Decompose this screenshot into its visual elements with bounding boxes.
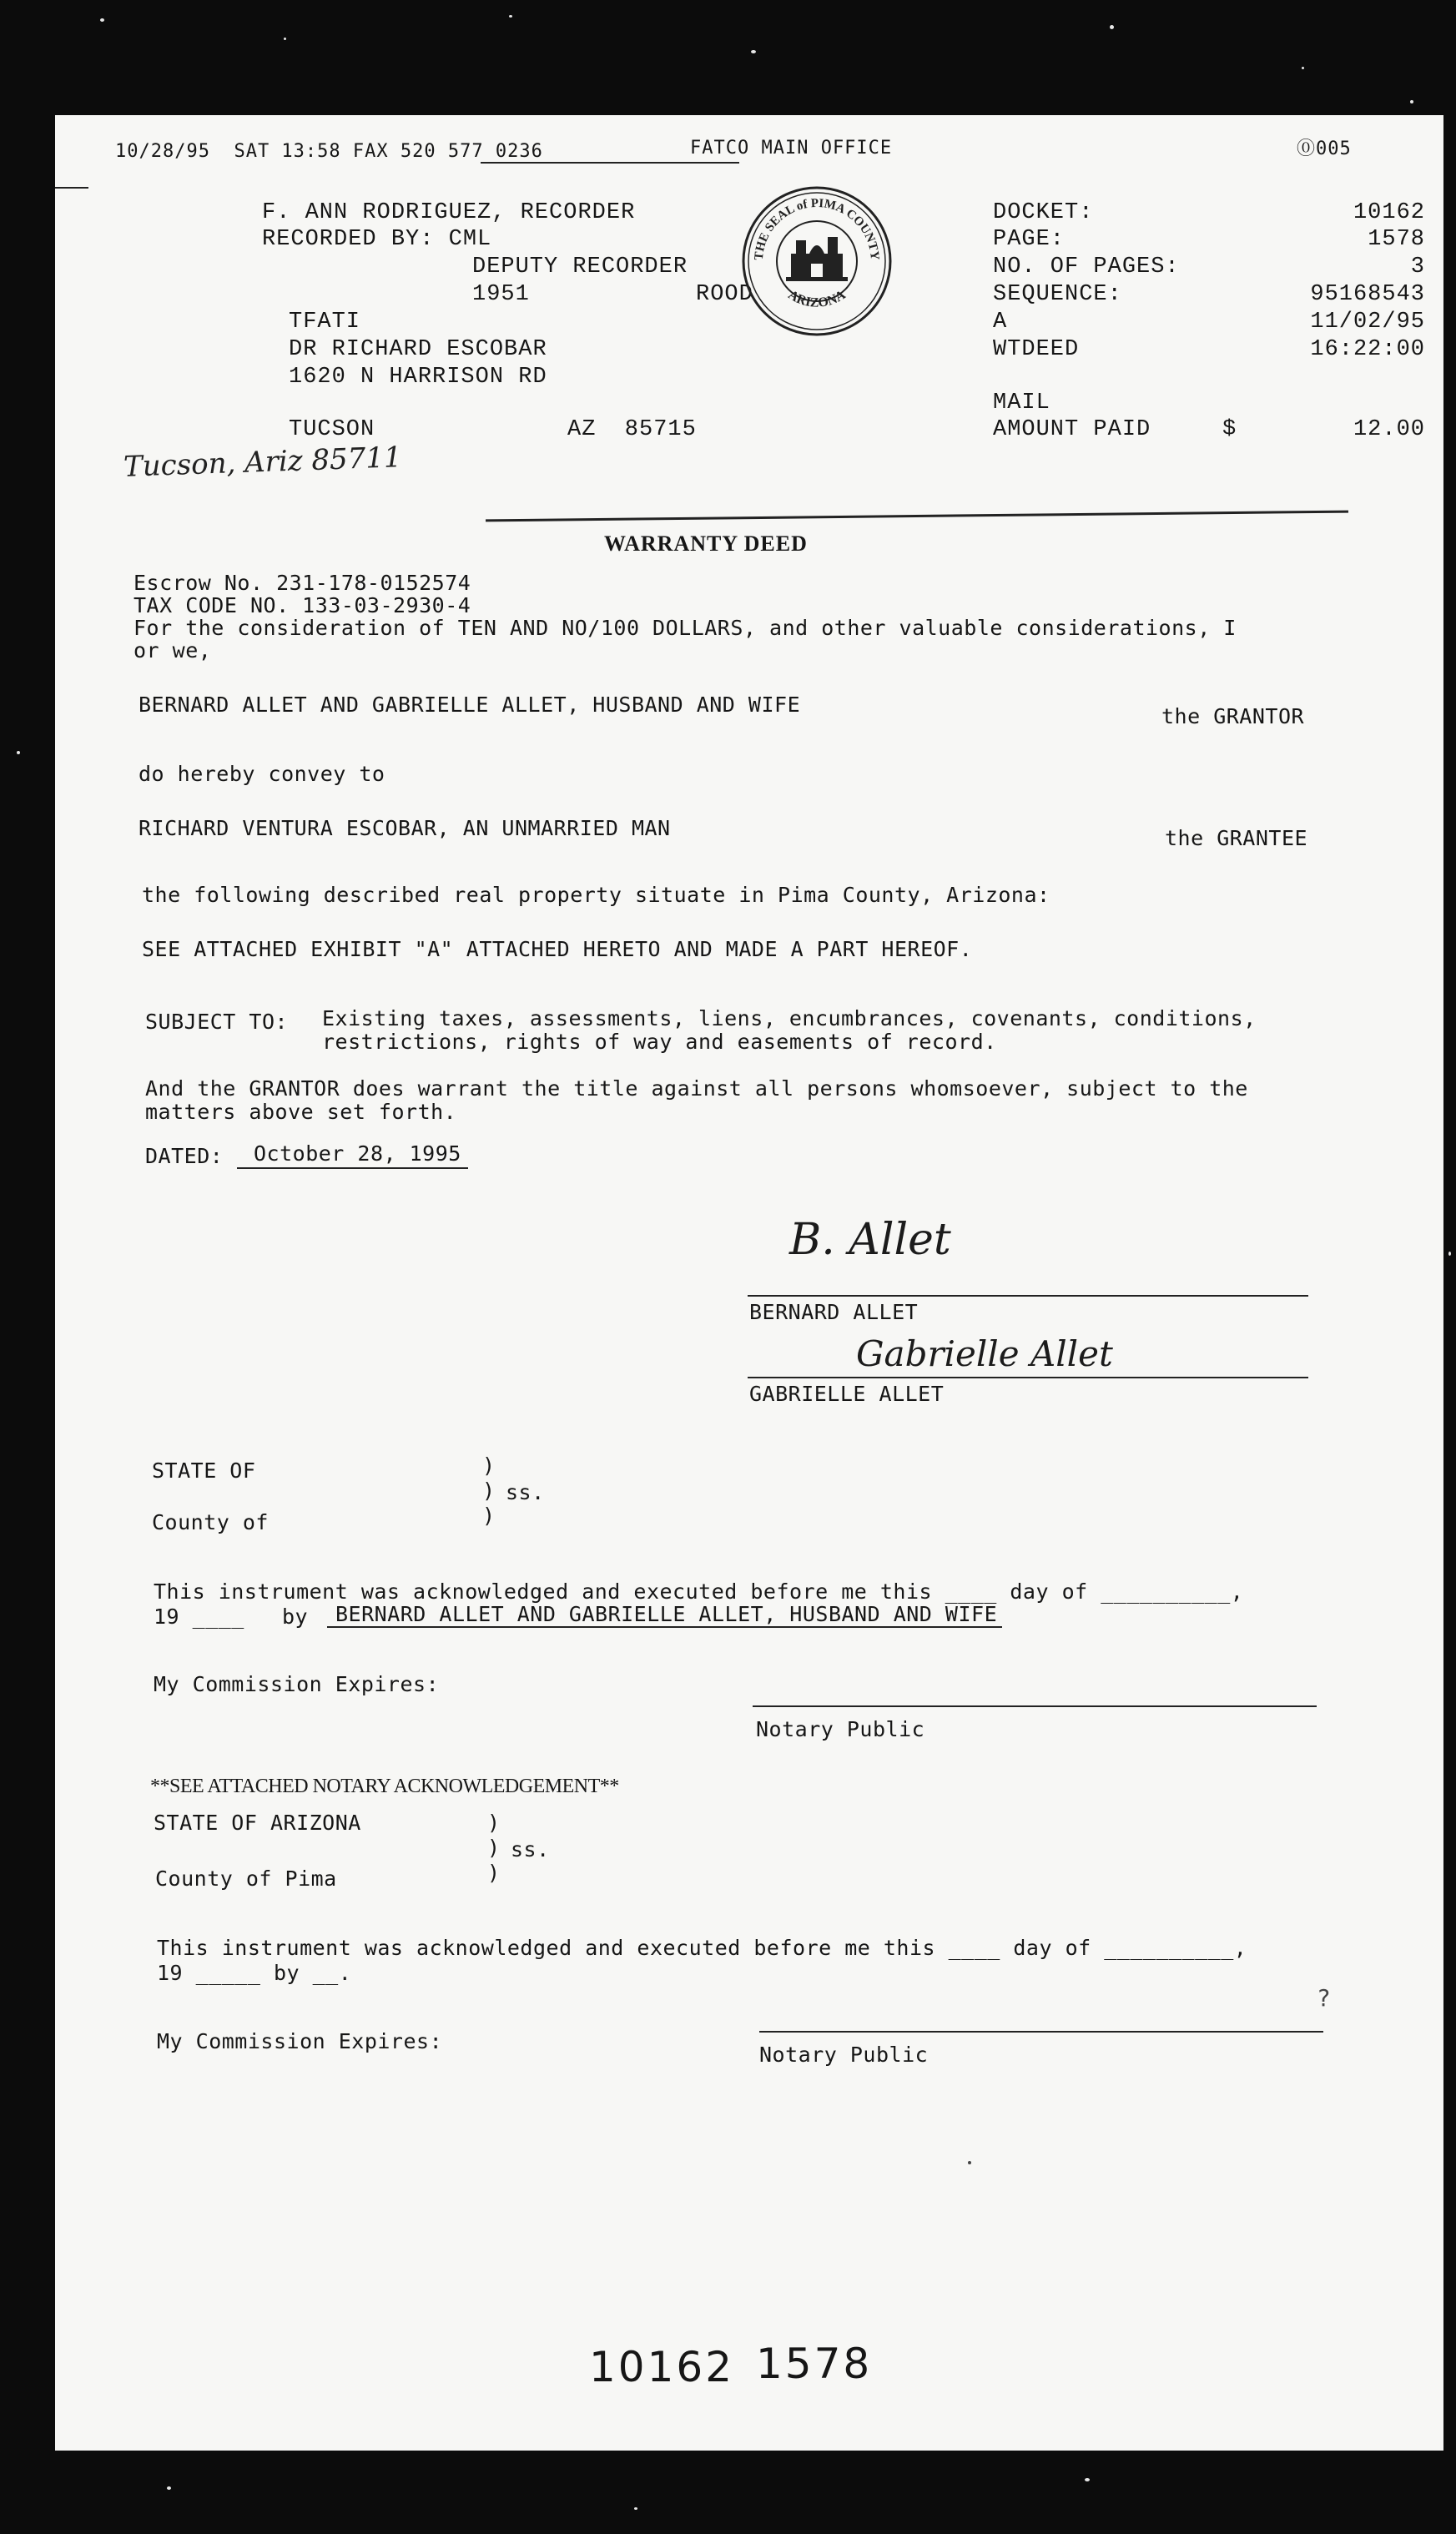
handwritten-address: Tucson, Ariz 85711 <box>123 441 403 484</box>
mail-label: MAIL <box>993 390 1050 416</box>
signature-line-2 <box>748 1377 1308 1378</box>
fax-datetime: 10/28/95 SAT 13:58 FAX 520 577 0236 <box>115 141 543 162</box>
addressee-line-3: 1620 N HARRISON RD <box>289 365 547 390</box>
subject-to-line-2: restrictions, rights of way and easements of record. <box>322 1030 997 1054</box>
addressee-line-2: DR RICHARD ESCOBAR <box>289 337 547 362</box>
notary1-ack-by: by <box>282 1605 309 1629</box>
seal-top-text: THE SEAL of PIMA COUNTY <box>752 196 882 261</box>
notary1-paren-3: ) <box>482 1504 496 1528</box>
doctype-label: WTDEED <box>993 337 1080 362</box>
deputy-name: ROOD <box>696 282 753 307</box>
notary1-ack-year: 19 ____ <box>154 1605 244 1629</box>
notary1-ack-names: BERNARD ALLET AND GABRIELLE ALLET, HUSBAND AND WIFE <box>327 1602 1002 1628</box>
notary1-state: STATE OF <box>152 1458 256 1483</box>
notary1-signature-line <box>753 1705 1317 1707</box>
or-we-text: or we, <box>134 638 212 662</box>
notary2-public-label: Notary Public <box>759 2043 929 2067</box>
dated-label: DATED: <box>145 1144 224 1168</box>
notary2-state: STATE OF ARIZONA <box>154 1811 361 1835</box>
signature-name-bernard: BERNARD ALLET <box>749 1300 919 1324</box>
convey-text: do hereby convey to <box>139 762 385 786</box>
notary2-ack-line: This instrument was acknowledged and executed before me this ____ day of __________, <box>157 1936 1247 1960</box>
time-value: 16:22:00 <box>1310 337 1425 362</box>
sequence-label: SEQUENCE: <box>993 282 1122 307</box>
svg-text:ARIZONA <box>786 288 849 310</box>
recorded-by: RECORDED BY: CML <box>262 227 492 252</box>
page-value: 1578 <box>1368 227 1425 252</box>
deputy-recorder: DEPUTY RECORDER <box>472 254 688 280</box>
docket-value: 10162 <box>1353 200 1425 225</box>
sequence-value: 95168543 <box>1310 282 1425 307</box>
notary2-signature-line <box>759 2031 1323 2033</box>
document-page <box>55 115 1443 2451</box>
margin-mark: ? <box>1317 1984 1332 2012</box>
docket-label: DOCKET: <box>993 200 1094 225</box>
grantee-label: the GRANTEE <box>1165 826 1308 850</box>
fax-header-rule <box>481 162 739 164</box>
notary2-commission: My Commission Expires: <box>157 2029 443 2053</box>
notary1-paren-1: ) <box>482 1453 496 1478</box>
fax-page-code: ⓪005 <box>1297 139 1352 159</box>
signature-name-gabrielle: GABRIELLE ALLET <box>749 1382 945 1406</box>
notary2-ack-line-2: 19 _____ by __. <box>157 1961 352 1985</box>
addressee-city: TUCSON <box>289 417 375 442</box>
footer-docket: 10162 <box>589 2343 735 2391</box>
recorder-name: F. ANN RODRIGUEZ, RECORDER <box>262 200 636 225</box>
seal-bottom-text: ARIZONA <box>785 287 849 310</box>
grantor-label: the GRANTOR <box>1161 704 1305 728</box>
amount-paid-value: 12.00 <box>1353 417 1425 442</box>
header-divider <box>486 511 1348 522</box>
notary2-paren-2: ) <box>487 1836 501 1860</box>
dated-value: October 28, 1995 <box>237 1141 468 1169</box>
escrow-number: Escrow No. 231-178-0152574 <box>134 571 471 595</box>
notary2-paren-3: ) <box>487 1861 501 1885</box>
notary1-public-label: Notary Public <box>756 1717 925 1741</box>
addressee-line-1: TFATI <box>289 310 361 335</box>
notary1-paren-2: ) <box>482 1479 496 1503</box>
exhibit-text: SEE ATTACHED EXHIBIT "A" ATTACHED HERETO AND MADE A PART HEREOF. <box>142 937 973 961</box>
warrant-line-2: matters above set forth. <box>145 1100 457 1124</box>
notary1-ack-line: This instrument was acknowledged and executed before me this ____ day of __________, <box>154 1579 1244 1604</box>
margin-tick <box>55 187 88 189</box>
amount-currency: $ <box>1222 417 1237 442</box>
footer-page: 1578 <box>756 2340 873 2388</box>
signature-line-1 <box>748 1295 1308 1297</box>
subject-to-label: SUBJECT TO: <box>145 1010 289 1034</box>
see-attached-notice: **SEE ATTACHED NOTARY ACKNOWLEDGEMENT** <box>150 1776 619 1797</box>
notary1-commission: My Commission Expires: <box>154 1672 440 1696</box>
deputy-number: 1951 <box>472 282 530 307</box>
grantee-names: RICHARD VENTURA ESCOBAR, AN UNMARRIED MAN <box>139 816 671 840</box>
pages-value: 3 <box>1410 254 1425 280</box>
pages-label: NO. OF PAGES: <box>993 254 1180 280</box>
page-label: PAGE: <box>993 227 1066 252</box>
pima-county-seal <box>738 182 896 340</box>
deed-title: WARRANTY DEED <box>604 531 808 556</box>
signature-gabrielle: Gabrielle Allet <box>856 1333 1113 1374</box>
notary2-ss: ss. <box>511 1837 550 1861</box>
tax-code: TAX CODE NO. 133-03-2930-4 <box>134 593 471 617</box>
property-text: the following described real property situate in Pima County, Arizona: <box>142 883 1050 907</box>
addressee-state-zip: AZ 85715 <box>567 417 697 442</box>
fax-office: FATCO MAIN OFFICE <box>690 138 893 159</box>
date-label: A <box>993 310 1008 335</box>
notary1-county: County of <box>152 1510 269 1534</box>
mission-building-icon <box>786 237 848 281</box>
consideration-text: For the consideration of TEN AND NO/100 DOLLARS, and other valuable considerations, I <box>134 616 1237 640</box>
date-value: 11/02/95 <box>1310 310 1425 335</box>
notary2-paren-1: ) <box>487 1811 501 1835</box>
warrant-line-1: And the GRANTOR does warrant the title against all persons whomsoever, subject to the <box>145 1076 1248 1101</box>
amount-paid-label: AMOUNT PAID <box>993 417 1151 442</box>
signature-bernard: B. Allet <box>789 1215 951 1265</box>
grantor-names: BERNARD ALLET AND GABRIELLE ALLET, HUSBAND AND WIFE <box>139 693 801 717</box>
subject-to-line-1: Existing taxes, assessments, liens, encumbrances, covenants, conditions, <box>322 1006 1257 1030</box>
notary2-county: County of Pima <box>155 1866 337 1891</box>
notary1-ss: ss. <box>506 1480 545 1504</box>
